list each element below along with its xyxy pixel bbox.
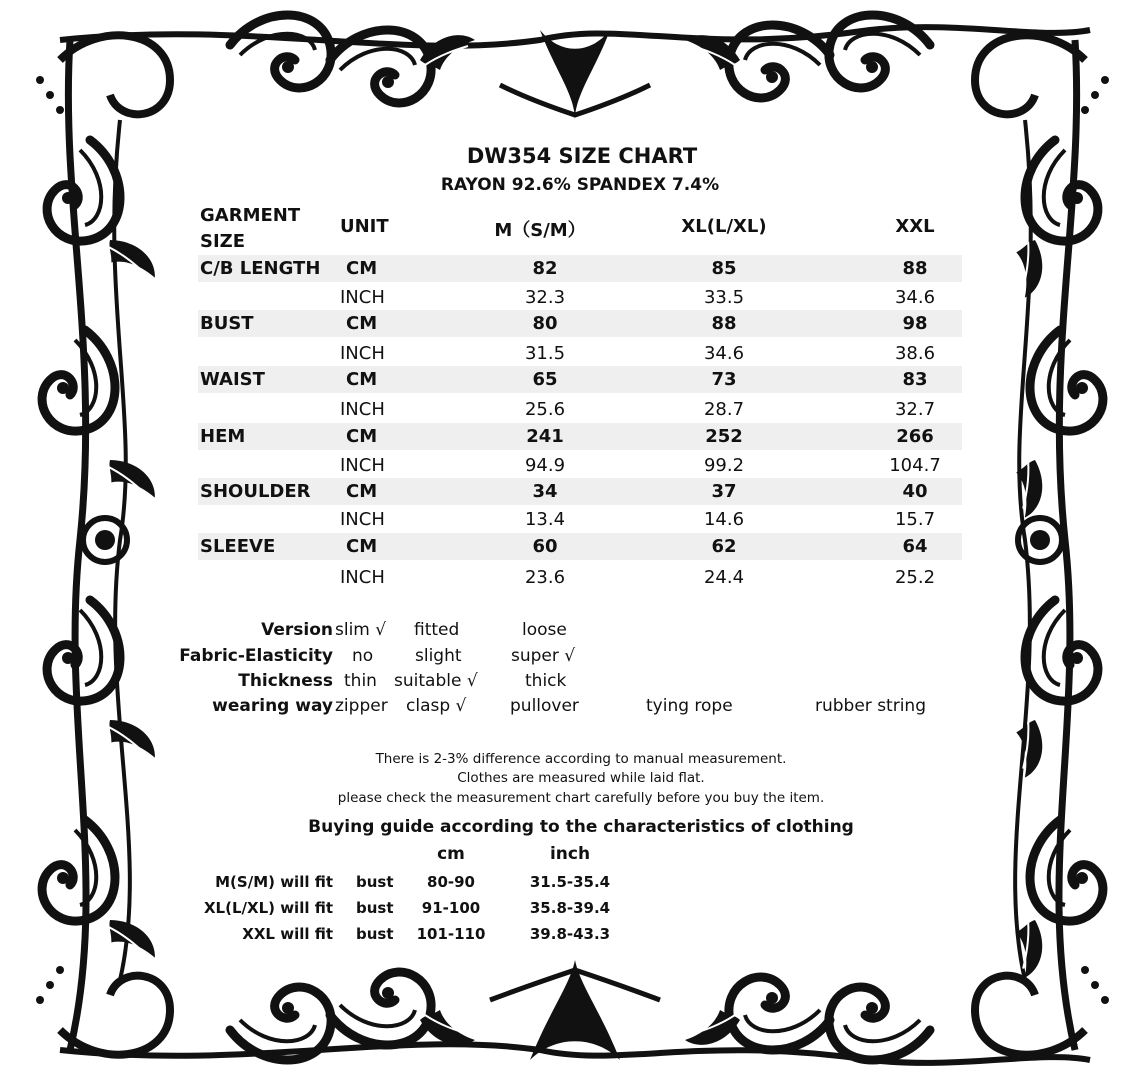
cell-value: 241: [526, 426, 564, 447]
cell-value: 24.4: [703, 567, 745, 588]
attr-option: pullover: [510, 696, 579, 716]
unit-inch: INCH: [340, 343, 385, 364]
table-row: [198, 478, 962, 505]
attr-label-thickness: Thickness: [238, 671, 333, 691]
attr-option: thin: [344, 671, 377, 691]
cell-value: 82: [532, 258, 558, 279]
cell-value: 94.9: [524, 455, 566, 476]
header-size-m: M（S/M）: [494, 220, 586, 241]
guide-cm: 91-100: [421, 899, 481, 917]
unit-cm: CM: [346, 481, 378, 502]
header-size-xxl: XXL: [895, 216, 935, 237]
unit-inch: INCH: [340, 287, 385, 308]
header-garment-line2: SIZE: [200, 231, 246, 252]
cell-value: 34.6: [894, 287, 936, 308]
attr-label-wearing-way: wearing way: [212, 696, 333, 716]
guide-cm: 80-90: [427, 873, 475, 891]
cell-value: 99.2: [703, 455, 745, 476]
unit-inch: INCH: [340, 399, 385, 420]
attr-label-version: Version: [261, 620, 333, 640]
unit-cm: CM: [346, 536, 378, 557]
cell-value: 98: [902, 313, 928, 334]
cell-value: 266: [896, 426, 934, 447]
attr-option: fitted: [414, 620, 460, 640]
guide-part: bust: [356, 925, 394, 943]
attr-option: zipper: [335, 696, 388, 716]
cell-value: 83: [902, 369, 928, 390]
guide-part: bust: [356, 899, 394, 917]
cell-value: 28.7: [703, 399, 745, 420]
cell-value: 15.7: [894, 509, 936, 530]
row-label: SHOULDER: [200, 481, 311, 502]
row-label: SLEEVE: [200, 536, 276, 557]
guide-inch: 39.8-43.3: [529, 925, 611, 943]
guide-header-cm: cm: [437, 844, 465, 864]
header-garment-size: [200, 203, 300, 255]
table-row: [198, 423, 962, 450]
cell-value: 64: [902, 536, 928, 557]
cell-value: 32.7: [894, 399, 936, 420]
chart-title: DW354 SIZE CHART: [466, 144, 698, 168]
cell-value: 38.6: [894, 343, 936, 364]
frame-right: [999, 40, 1109, 1050]
cell-value: 88: [902, 258, 928, 279]
unit-inch: INCH: [340, 455, 385, 476]
cell-value: 32.3: [524, 287, 566, 308]
attr-label-elasticity: Fabric-Elasticity: [179, 646, 333, 666]
cell-value: 60: [532, 536, 558, 557]
attr-option: super √: [511, 646, 576, 666]
note-line: Clothes are measured while laid flat.: [457, 770, 705, 786]
note-line: please check the measurement chart carefully before you buy the item.: [337, 790, 825, 806]
cell-value: 25.2: [894, 567, 936, 588]
cell-value: 85: [711, 258, 737, 279]
row-label: WAIST: [200, 369, 265, 390]
cell-value: 25.6: [524, 399, 566, 420]
table-row: [198, 310, 962, 337]
attr-option: clasp √: [406, 696, 467, 716]
cell-value: 13.4: [524, 509, 566, 530]
cell-value: 104.7: [889, 455, 941, 476]
cell-value: 62: [711, 536, 737, 557]
attr-option: thick: [525, 671, 567, 691]
attr-option: slight: [415, 646, 462, 666]
cell-value: 252: [705, 426, 743, 447]
frame-bottom: [60, 960, 1090, 1063]
cell-value: 73: [711, 369, 737, 390]
cell-value: 31.5: [524, 343, 566, 364]
cell-value: 33.5: [703, 287, 745, 308]
cell-value: 80: [532, 313, 558, 334]
cell-value: 14.6: [703, 509, 745, 530]
table-row: [198, 533, 962, 560]
attr-option: no: [352, 646, 374, 666]
note-line: There is 2-3% difference according to manual measurement.: [375, 751, 787, 767]
buying-guide-title: Buying guide according to the characteristics of clothing: [308, 817, 854, 837]
unit-cm: CM: [346, 426, 378, 447]
table-row: [198, 366, 962, 393]
material-line: RAYON 92.6% SPANDEX 7.4%: [440, 175, 720, 195]
header-garment-line1: GARMENT: [200, 205, 301, 226]
attr-option: suitable √: [394, 671, 478, 691]
cell-value: 34.6: [703, 343, 745, 364]
attr-option: loose: [522, 620, 567, 640]
guide-inch: 31.5-35.4: [529, 873, 611, 891]
cell-value: 34: [532, 481, 558, 502]
cell-value: 40: [902, 481, 928, 502]
frame-top: [60, 15, 1090, 120]
guide-size: XL(L/XL) will fit: [203, 899, 333, 917]
attr-option: tying rope: [646, 696, 733, 716]
unit-inch: INCH: [340, 567, 385, 588]
attr-option: rubber string: [815, 696, 926, 716]
guide-inch: 35.8-39.4: [529, 899, 611, 917]
guide-size: M(S/M) will fit: [215, 873, 333, 891]
cell-value: 65: [532, 369, 558, 390]
cell-value: 37: [711, 481, 737, 502]
header-size-xl: XL(L/XL): [681, 216, 767, 237]
unit-cm: CM: [346, 369, 378, 390]
guide-header-inch: inch: [549, 844, 591, 864]
cell-value: 23.6: [524, 567, 566, 588]
row-label: HEM: [200, 426, 246, 447]
unit-cm: CM: [346, 313, 378, 334]
row-label: BUST: [200, 313, 254, 334]
row-label: C/B LENGTH: [200, 258, 321, 279]
guide-cm: 101-110: [416, 925, 486, 943]
cell-value: 88: [711, 313, 737, 334]
attr-option: slim √: [335, 620, 387, 640]
unit-inch: INCH: [340, 509, 385, 530]
frame-left: [36, 40, 159, 1050]
header-unit: UNIT: [340, 216, 389, 237]
guide-size: XXL will fit: [242, 925, 333, 943]
guide-part: bust: [356, 873, 394, 891]
unit-cm: CM: [346, 258, 378, 279]
